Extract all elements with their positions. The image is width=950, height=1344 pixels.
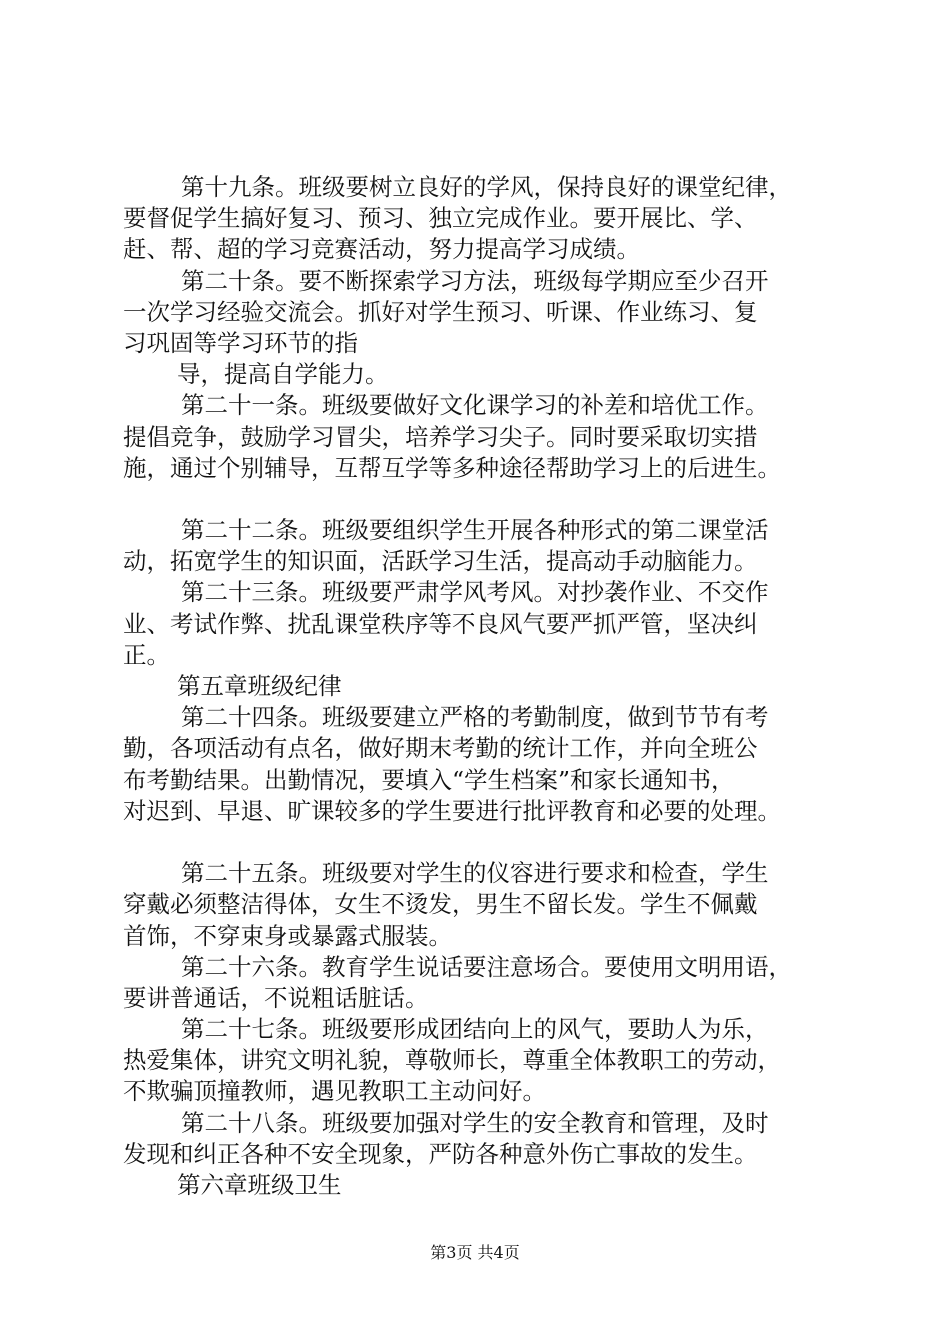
paragraph-line: 第二十条。要不断探索学习方法，班级每学期应至少召开 bbox=[181, 266, 769, 295]
paragraph-line: 第二十七条。班级要形成团结向上的风气，要助人为乐， bbox=[181, 1015, 769, 1044]
paragraph-line: 第二十三条。班级要严肃学风考风。对抄袭作业、不交作 bbox=[181, 578, 769, 607]
paragraph-line: 穿戴必须整洁得体，女生不烫发，男生不留长发。学生不佩戴 bbox=[123, 890, 758, 919]
paragraph-line: 动，拓宽学生的知识面，活跃学习生活，提高动手动脑能力。 bbox=[123, 547, 758, 576]
paragraph-line: 习巩固等学习环节的指 bbox=[123, 328, 358, 357]
paragraph-line: 第二十五条。班级要对学生的仪容进行要求和检查，学生 bbox=[181, 859, 769, 888]
paragraph-line: 第二十六条。教育学生说话要注意场合。要使用文明用语， bbox=[181, 952, 792, 981]
paragraph-line: 勤，各项活动有点名，做好期末考勤的统计工作，并向全班公 bbox=[123, 734, 758, 763]
paragraph-line: 对迟到、早退、旷课较多的学生要进行批评教育和必要的处理。 bbox=[123, 796, 781, 825]
paragraph-line: 第二十一条。班级要做好文化课学习的补差和培优工作。 bbox=[181, 391, 769, 420]
paragraph-line: 发现和纠正各种不安全现象，严防各种意外伤亡事故的发生。 bbox=[123, 1139, 758, 1168]
paragraph-line: 正。 bbox=[123, 640, 170, 669]
paragraph-line: 施，通过个别辅导，互帮互学等多种途径帮助学习上的后进生。 bbox=[123, 453, 781, 482]
paragraph-line: 第二十四条。班级要建立严格的考勤制度，做到节节有考 bbox=[181, 703, 769, 732]
paragraph-line: 业、考试作弊、扰乱课堂秩序等不良风气要严抓严管，坚决纠 bbox=[123, 609, 758, 638]
chapter-heading: 第五章班级纪律 bbox=[177, 672, 342, 700]
paragraph-gap bbox=[123, 484, 863, 515]
paragraph-line: 一次学习经验交流会。抓好对学生预习、听课、作业练习、复 bbox=[123, 297, 758, 326]
paragraph-line: 赶、帮、超的学习竞赛活动，努力提高学习成绩。 bbox=[123, 235, 640, 264]
paragraph-line: 不欺骗顶撞教师，遇见教职工主动问好。 bbox=[123, 1077, 546, 1106]
paragraph-line: 第二十八条。班级要加强对学生的安全教育和管理，及时 bbox=[181, 1108, 769, 1137]
paragraph-line: 导，提高自学能力。 bbox=[177, 360, 389, 389]
paragraph-line: 要讲普通话，不说粗话脏话。 bbox=[123, 983, 429, 1012]
paragraph-line: 热爱集体，讲究文明礼貌，尊敬师长，尊重全体教职工的劳动， bbox=[123, 1046, 781, 1075]
paragraph-line: 第二十二条。班级要组织学生开展各种形式的第二课堂活 bbox=[181, 516, 769, 545]
paragraph-line: 提倡竞争，鼓励学习冒尖，培养学习尖子。同时要采取切实措 bbox=[123, 422, 758, 451]
paragraph-gap bbox=[123, 827, 863, 858]
chapter-heading: 第六章班级卫生 bbox=[177, 1171, 342, 1199]
paragraph-line: 要督促学生搞好复习、预习、独立完成作业。要开展比、学、 bbox=[123, 204, 758, 233]
paragraph-line: 布考勤结果。出勤情况，要填入“学生档案”和家长通知书， bbox=[123, 765, 735, 794]
document-body bbox=[123, 172, 863, 1201]
page-number-footer: 第3页 共4页 bbox=[430, 1243, 520, 1262]
paragraph-line: 首饰，不穿束身或暴露式服装。 bbox=[123, 921, 452, 950]
paragraph-line: 第十九条。班级要树立良好的学风，保持良好的课堂纪律， bbox=[181, 173, 792, 201]
